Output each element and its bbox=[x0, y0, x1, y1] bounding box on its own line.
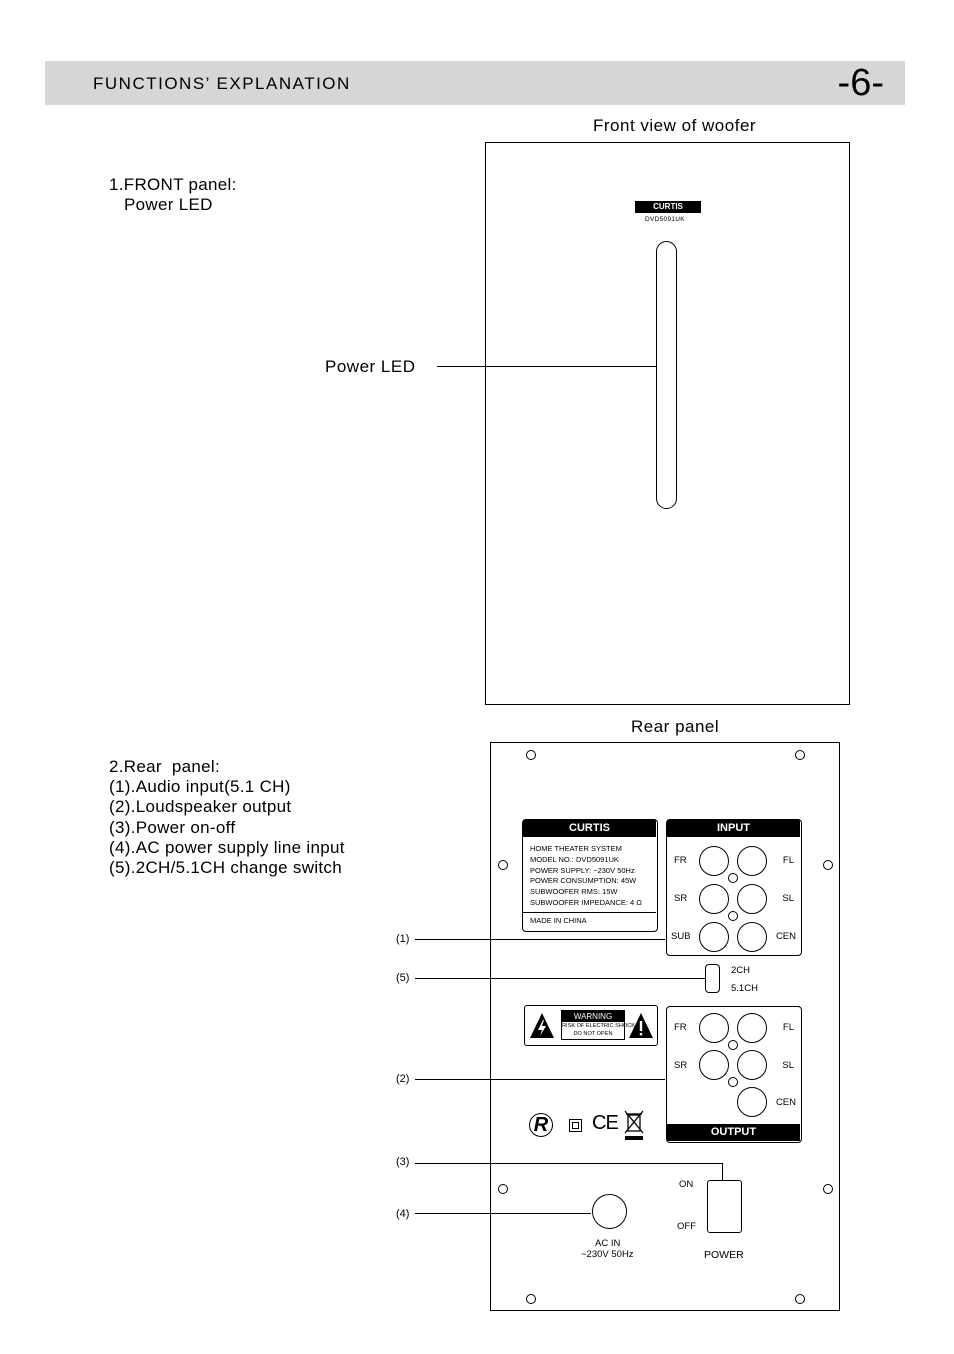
jack-label: SR bbox=[674, 1060, 688, 1071]
mount-hole bbox=[823, 1184, 833, 1194]
r-mark-text: R bbox=[533, 1114, 549, 1136]
ac-in-voltage: ~230V 50Hz bbox=[581, 1249, 634, 1260]
power-led-callout: Power LED bbox=[325, 357, 416, 376]
woofer-front-panel bbox=[485, 142, 850, 705]
output-jack-fl[interactable] bbox=[737, 1013, 767, 1043]
front-view-caption: Front view of woofer bbox=[593, 116, 757, 135]
power-on-label: ON bbox=[679, 1179, 694, 1190]
rear-item-5: (5).2CH/5.1CH change switch bbox=[109, 858, 342, 877]
input-jack-sub[interactable] bbox=[699, 922, 729, 952]
rating-label-brand bbox=[523, 820, 656, 837]
shock-hazard-icon bbox=[529, 1012, 555, 1040]
jack-label: SL bbox=[782, 893, 794, 904]
mount-hole bbox=[498, 860, 508, 870]
input-jack-small bbox=[728, 873, 738, 883]
jack-label: FR bbox=[674, 1022, 687, 1033]
rating-label bbox=[522, 819, 658, 932]
brand-logo-text: CURTIS bbox=[653, 202, 683, 211]
jack-label: CEN bbox=[775, 931, 796, 942]
mount-hole bbox=[795, 1294, 805, 1304]
rating-label-brand-text: CURTIS bbox=[569, 822, 610, 834]
rear-item-2: (2).Loudspeaker output bbox=[109, 797, 292, 816]
input-jack-fr[interactable] bbox=[699, 846, 729, 876]
rating-line: POWER CONSUMPTION: 45W bbox=[530, 876, 637, 886]
model-text: DVD5091UK bbox=[645, 216, 685, 223]
rear-item-4: (4).AC power supply line input bbox=[109, 838, 345, 857]
output-panel bbox=[666, 1006, 802, 1143]
jack-label: CEN bbox=[775, 1097, 796, 1108]
double-insulation-icon bbox=[569, 1119, 582, 1132]
mount-hole bbox=[795, 750, 805, 760]
output-jack-fr[interactable] bbox=[699, 1013, 729, 1043]
rating-label-lines bbox=[530, 844, 642, 909]
output-jack-sr[interactable] bbox=[699, 1050, 729, 1080]
ac-in-label: AC IN bbox=[595, 1238, 621, 1249]
callout-3: (3) bbox=[396, 1156, 410, 1168]
exclamation-warning-icon bbox=[628, 1012, 654, 1040]
input-jack-sr[interactable] bbox=[699, 884, 729, 914]
power-led-leader bbox=[437, 366, 656, 367]
mount-hole bbox=[823, 860, 833, 870]
page-title: FUNCTIONS’ EXPLANATION bbox=[93, 74, 351, 93]
power-switch[interactable] bbox=[707, 1180, 742, 1233]
front-section-title: 1.FRONT panel: bbox=[109, 175, 237, 194]
input-jack-fl[interactable] bbox=[737, 846, 767, 876]
rating-line: SUBWOOFER IMPEDANCE: 4 Ω bbox=[530, 897, 642, 907]
input-panel bbox=[666, 819, 802, 956]
output-jack-small bbox=[728, 1040, 738, 1050]
rating-divider bbox=[523, 912, 656, 913]
jack-label: SL bbox=[782, 1060, 794, 1071]
warning-line-1: RISK OF ELECTRIC SHOCK bbox=[562, 1023, 636, 1029]
brand-logo bbox=[635, 201, 701, 213]
rear-item-1: (1).Audio input(5.1 CH) bbox=[109, 777, 291, 796]
callout-2: (2) bbox=[396, 1073, 410, 1085]
made-in-text: MADE IN CHINA bbox=[530, 916, 587, 925]
mount-hole bbox=[498, 1184, 508, 1194]
jack-label: FR bbox=[674, 855, 687, 866]
rating-line: MODEL NO.: DVD5091UK bbox=[530, 854, 619, 864]
warning-title: WARNING bbox=[562, 1011, 624, 1022]
callout-5: (5) bbox=[396, 972, 410, 984]
input-jack-cen[interactable] bbox=[737, 922, 767, 952]
power-label: POWER bbox=[704, 1249, 744, 1261]
callout-4: (4) bbox=[396, 1208, 410, 1220]
jack-label: FL bbox=[782, 1022, 794, 1033]
callout-1: (1) bbox=[396, 933, 410, 945]
jack-label: FL bbox=[782, 855, 794, 866]
page-number: -6- bbox=[837, 62, 884, 104]
weee-bin-icon bbox=[623, 1109, 645, 1141]
mount-hole bbox=[526, 750, 536, 760]
power-off-label: OFF bbox=[677, 1221, 696, 1232]
ce-mark-icon: CE bbox=[592, 1112, 618, 1134]
ac-in-socket[interactable] bbox=[592, 1194, 627, 1229]
rating-line: HOME THEATER SYSTEM bbox=[530, 844, 622, 853]
power-led-strip bbox=[656, 241, 677, 509]
output-jack-small bbox=[728, 1077, 738, 1087]
jack-label: SUB bbox=[671, 931, 691, 942]
output-jack-cen[interactable] bbox=[737, 1087, 767, 1117]
warning-line-2: DO NOT OPEN bbox=[573, 1031, 613, 1037]
channel-switch[interactable] bbox=[705, 964, 720, 993]
mount-hole bbox=[526, 1294, 536, 1304]
input-jack-small bbox=[728, 911, 738, 921]
switch-label-51ch: 5.1CH bbox=[731, 983, 758, 994]
rear-section-title: 2.Rear panel: bbox=[109, 757, 220, 776]
woofer-rear-panel bbox=[490, 742, 840, 1311]
switch-label-2ch: 2CH bbox=[731, 965, 751, 976]
warning-text-box bbox=[561, 1010, 636, 1040]
jack-label: SR bbox=[674, 893, 688, 904]
rating-line: POWER SUPPLY: ~230V 50Hz bbox=[530, 865, 635, 875]
input-jack-sl[interactable] bbox=[737, 884, 767, 914]
rear-item-3: (3).Power on-off bbox=[109, 818, 236, 837]
rear-panel-caption: Rear panel bbox=[631, 717, 720, 736]
output-jack-sl[interactable] bbox=[737, 1050, 767, 1080]
front-section-item: Power LED bbox=[124, 195, 213, 214]
warning-label bbox=[524, 1005, 658, 1046]
rating-line: SUBWOOFER RMS: 15W bbox=[530, 887, 618, 897]
input-panel-title: INPUT bbox=[667, 820, 800, 837]
output-panel-title: OUTPUT bbox=[667, 1124, 800, 1141]
r-mark-icon bbox=[529, 1113, 553, 1137]
